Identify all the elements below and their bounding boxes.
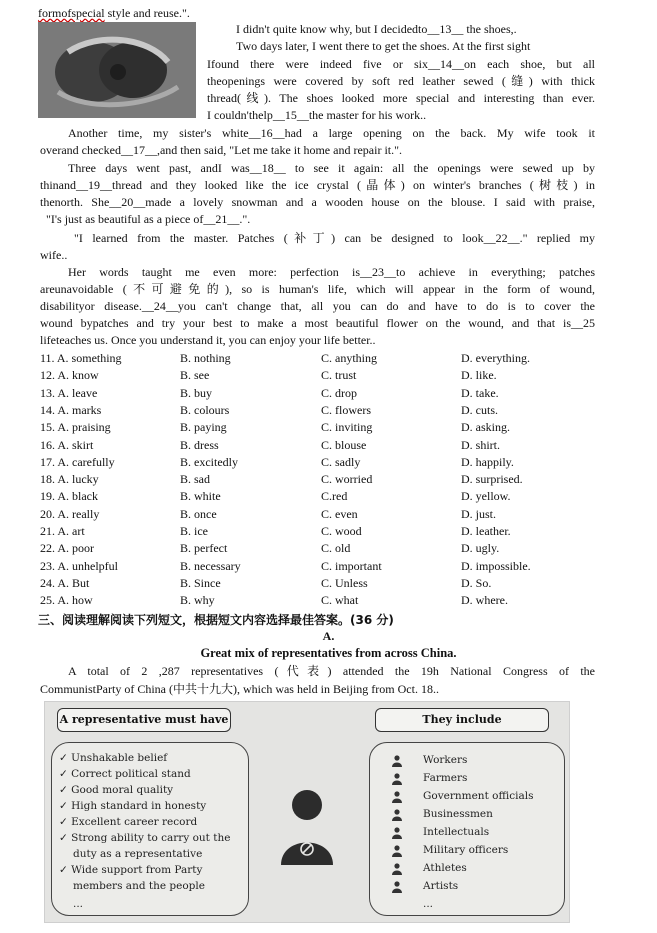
shoes-photo [38, 22, 196, 118]
option-18-A: 18. A. lucky [40, 472, 99, 487]
top-line-underlined: formofspecial [38, 6, 105, 20]
option-25-D: D. where. [461, 593, 508, 608]
option-20-B: B. once [180, 506, 217, 521]
option-17-D: D. happily. [461, 454, 514, 469]
option-23-D: D. impossible. [461, 558, 531, 573]
option-21-B: B. ice [180, 524, 208, 538]
option-11-D: D. everything. [461, 351, 530, 365]
option-13-A: 13. A. leave [40, 385, 98, 400]
passage-line-f3: Three days went past, andI was__18__ to see it again: all the openings were sewed up by [68, 161, 595, 175]
option-12-D: D. like. [461, 368, 497, 383]
option-15-D: D. asking. [461, 420, 510, 435]
option-25-A: 25. A. how [40, 593, 93, 608]
option-21-A: 21. A. art [40, 524, 85, 538]
article-intro-line1: A total of 2 ,287 representatives (代表) attended the 19h National Congress of the [68, 664, 595, 678]
option-24-C: C. Unless [321, 575, 368, 590]
option-22-B: B. perfect [180, 541, 228, 556]
option-14-C: C. flowers [321, 402, 371, 417]
option-23-B: B. necessary [180, 558, 241, 573]
option-21-D: D. leather. [461, 524, 511, 538]
requirement-item: ✓ High standard in honesty [59, 800, 207, 812]
person-icon [391, 773, 403, 785]
requirement-item: ... [73, 898, 84, 910]
shoe-image [38, 22, 196, 118]
option-15-A: 15. A. praising [40, 420, 111, 435]
passage-line-f9: Her words taught me even more: perfection is__23__to achieve in everything; patches [68, 265, 595, 279]
includes-item: Artists [423, 880, 459, 892]
option-16-D: D. shirt. [461, 437, 500, 452]
option-22-A: 22. A. poor [40, 541, 94, 556]
requirement-item: duty as a representative [73, 848, 203, 860]
person-icon [391, 755, 403, 767]
passage-line-f13: lifeteaches us. Once you understand it, you can enjoy your life better.. [40, 333, 376, 347]
article-intro-line2: CommunistParty of China (中共十九大), which was held in Beijing from Oct. 18.. [40, 682, 439, 696]
option-15-C: C. inviting [321, 420, 373, 435]
passage-line-r3: Ifound there were indeed five or six__14__on each shoe, but all [207, 57, 595, 71]
option-23-C: C. important [321, 558, 382, 573]
option-16-C: C. blouse [321, 437, 367, 452]
option-20-D: D. just. [461, 506, 497, 521]
includes-item: Workers [423, 754, 468, 766]
passage-line-f11: disabilityor disease.__24__you can't change that, all you can do and have to do is to cover the [40, 299, 595, 313]
person-icon [391, 791, 403, 803]
article-title: Great mix of representatives from across China. [200, 646, 457, 660]
option-24-B: B. Since [180, 575, 221, 590]
representative-person-icon [277, 787, 337, 867]
includes-item: Farmers [423, 772, 468, 784]
option-19-D: D. yellow. [461, 489, 511, 504]
option-25-C: C. what [321, 593, 359, 608]
requirement-item: ✓ Correct political stand [59, 768, 191, 780]
person-icon [391, 827, 403, 839]
option-14-A: 14. A. marks [40, 402, 102, 417]
requirement-item: ✓ Good moral quality [59, 784, 174, 796]
option-18-B: B. sad [180, 472, 210, 487]
includes-item: Military officers [423, 844, 509, 856]
passage-line-f8: wife.. [40, 248, 68, 262]
passage-line-f12: wound bypatches and try your best to make a most beautiful flower on the wound, and that is__25 [40, 316, 595, 330]
includes-item: Government officials [423, 790, 534, 802]
option-12-B: B. see [180, 368, 210, 383]
passage-line-f4: thinand__19__thread and they looked like the ice crystal (晶体) on winter's branches (树枝) in [40, 178, 595, 192]
option-11-A: 11. A. something [40, 351, 122, 365]
option-19-C: C.red [321, 489, 348, 504]
option-21-C: C. wood [321, 524, 362, 538]
option-15-B: B. paying [180, 420, 227, 435]
requirement-item: members and the people [73, 880, 205, 892]
requirement-item: ✓ Strong ability to carry out the [59, 832, 231, 844]
includes-item: Businessmen [423, 808, 493, 820]
includes-title: They include [375, 708, 549, 732]
option-12-A: 12. A. know [40, 368, 99, 383]
passage-line-r2: Two days later, I went there to get the shoes. At the first sight [236, 39, 531, 53]
person-icon [391, 809, 403, 821]
option-22-D: D. ugly. [461, 541, 500, 556]
requirement-item: ✓ Excellent career record [59, 816, 198, 828]
option-13-B: B. buy [180, 385, 213, 400]
person-icon [391, 881, 403, 893]
option-16-A: 16. A. skirt [40, 437, 94, 452]
option-23-A: 23. A. unhelpful [40, 558, 118, 573]
option-12-C: C. trust [321, 368, 357, 383]
option-18-C: C. worried [321, 472, 373, 487]
passage-line-f2: overand checked__17__,and then said, "Let me take it home and repair it.". [40, 143, 403, 157]
top-line-rest: style and reuse.". [104, 6, 190, 20]
passage-line-f5: thenorth. She__20__made a lovely snowman and a wooden house on the blouse. I said with praise, [40, 195, 595, 209]
representatives-infographic [44, 701, 570, 923]
option-19-A: 19. A. black [40, 489, 98, 504]
option-25-B: B. why [180, 593, 215, 608]
option-14-B: B. colours [180, 402, 230, 417]
passage-line-f10: areunavoidable (不可避免的), so is human's life, which will appear in the form of wound, [40, 282, 595, 296]
requirement-item: ✓ Unshakable belief [59, 752, 168, 764]
passage-line-r1: I didn't quite know why, but I decidedto__13__ the shoes,. [236, 22, 517, 36]
option-20-C: C. even [321, 506, 358, 521]
passage-line-r4: theopenings were covered by soft red leather sewed (缝) with thick [207, 74, 595, 88]
passage-line-f1: Another time, my sister's white__16__had a large opening on the back. My wife took it [68, 126, 595, 140]
option-17-C: C. sadly [321, 454, 361, 469]
option-24-D: D. So. [461, 575, 492, 590]
top-line [38, 6, 190, 21]
option-13-D: D. take. [461, 385, 499, 400]
option-17-B: B. excitedly [180, 454, 238, 469]
option-18-D: D. surprised. [461, 472, 523, 487]
option-17-A: 17. A. carefully [40, 454, 115, 469]
option-16-B: B. dress [180, 437, 219, 452]
requirements-title: A representative must have [57, 708, 231, 732]
section-heading: 三、阅读理解阅读下列短文，根据短文内容选择最佳答案。(36 分) [38, 613, 394, 627]
option-22-C: C. old [321, 541, 351, 556]
option-24-A: 24. A. But [40, 575, 90, 590]
requirement-item: ✓ Wide support from Party [59, 864, 203, 876]
person-icon [391, 863, 403, 875]
passage-line-f6: "I's just as beautiful as a piece of__21__.". [46, 212, 251, 226]
includes-item: Intellectuals [423, 826, 490, 838]
option-14-D: D. cuts. [461, 402, 498, 417]
option-19-B: B. white [180, 489, 221, 504]
passage-line-f7: "I learned from the master. Patches (补丁) can be designed to look__22__." replied my [74, 231, 595, 245]
includes-item: ... [423, 898, 434, 910]
passage-line-r5: thread(线). The shoes looked more special and interesting than ever. [207, 91, 595, 105]
includes-item: Athletes [423, 862, 467, 874]
option-11-C: C. anything [321, 351, 377, 365]
option-13-C: C. drop [321, 385, 357, 400]
person-icon [391, 845, 403, 857]
option-20-A: 20. A. really [40, 506, 100, 521]
part-label: A. [322, 629, 335, 643]
passage-line-r6: I couldn'thelp__15__the master for his work.. [207, 108, 427, 122]
option-11-B: B. nothing [180, 351, 231, 365]
